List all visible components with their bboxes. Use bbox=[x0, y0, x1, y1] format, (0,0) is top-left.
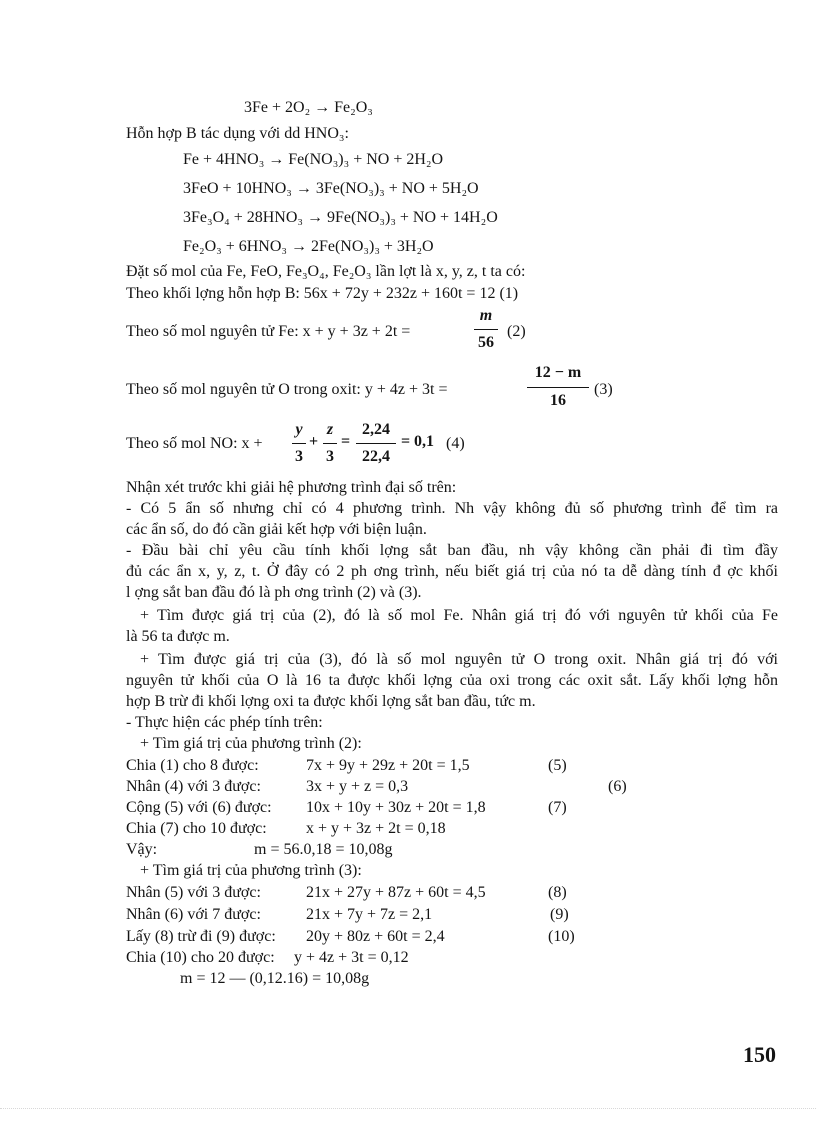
fraction-bar bbox=[474, 329, 498, 330]
step-label: Chia (10) cho 20 được: bbox=[126, 949, 275, 966]
text-line: đủ các ẩn x, y, z, t. Ở đây có 2 ph ơng trình, nếu biết giá trị của nó ta dễ dàng tính đ ợc khối bbox=[126, 563, 778, 580]
equation-4-text: Theo số mol NO: x + bbox=[126, 435, 263, 452]
fraction-numerator: y bbox=[295, 421, 303, 438]
equals-sign: = bbox=[341, 433, 351, 450]
equation-fe3o4-hno3: 3Fe₃O₄ + 28HNO₃ → 9Fe(NO₃)₃ + NO + 14H₂O bbox=[183, 209, 498, 226]
step-equation: m = 56.0,18 = 10,08g bbox=[254, 841, 393, 858]
fraction-bar bbox=[292, 443, 306, 444]
step-equation: 7x + 9y + 29z + 20t = 1,5 bbox=[306, 757, 470, 774]
text-line: + Tìm giá trị của phương trình (2): bbox=[140, 735, 362, 752]
step-equation: y + 4z + 3t = 0,12 bbox=[294, 949, 409, 966]
step-equation: x + y + 3z + 2t = 0,18 bbox=[306, 820, 446, 837]
fraction-numerator: m bbox=[479, 307, 493, 324]
step-label: Chia (7) cho 10 được: bbox=[126, 820, 267, 837]
text-line: Đặt số mol của Fe, FeO, Fe₃O₄, Fe₂O₃ lần lợt là x, y, z, t ta có: bbox=[126, 263, 526, 280]
equation-label: (4) bbox=[446, 435, 465, 452]
fraction-denominator: 22,4 bbox=[362, 448, 390, 465]
step-label: Nhân (6) với 7 được: bbox=[126, 906, 261, 923]
equation-label: (8) bbox=[548, 884, 567, 901]
fraction-denominator: 16 bbox=[550, 392, 566, 409]
text-line: - Thực hiện các phép tính trên: bbox=[126, 714, 323, 731]
step-label: Vậy: bbox=[126, 841, 158, 858]
fraction-bar bbox=[323, 443, 337, 444]
text-line: Hỗn hợp B tác dụng với dd HNO₃: bbox=[126, 125, 349, 142]
plus-sign: + bbox=[309, 433, 319, 450]
result-value: 0,1 bbox=[414, 433, 434, 450]
step-label: Nhân (5) với 3 được: bbox=[126, 884, 261, 901]
text-line: - Đầu bài chỉ yêu cầu tính khối lợng sắt ban đầu, nh vậy không cần phải đi tìm đầy bbox=[126, 542, 778, 559]
step-label: Lấy (8) trừ đi (9) được: bbox=[126, 928, 276, 945]
step-equation: 3x + y + z = 0,3 bbox=[306, 778, 409, 795]
fraction-denominator: 3 bbox=[326, 448, 334, 465]
equation-3-text: Theo số mol nguyên tử O trong oxit: y + 4z + 3t = bbox=[126, 381, 448, 398]
fraction-denominator: 3 bbox=[295, 448, 303, 465]
text-line: + Tìm được giá trị của (3), đó là số mol nguyên tử O trong oxit. Nhân giá trị đó với bbox=[140, 651, 778, 668]
text-line: hợp B trừ đi khối lợng oxi ta được khối lợng sắt ban đầu, tức m. bbox=[126, 693, 536, 710]
final-result: m = 12 — (0,12.16) = 10,08g bbox=[180, 970, 370, 987]
text-line: là 56 ta được m. bbox=[126, 628, 230, 645]
equals-sign: = bbox=[401, 433, 411, 450]
step-equation: 21x + 27y + 87z + 60t = 4,5 bbox=[306, 884, 486, 901]
text-line: các ẩn số, do đó cần giải kết hợp với biện luận. bbox=[126, 521, 427, 538]
equation-label: (6) bbox=[608, 778, 627, 795]
fraction-bar bbox=[356, 443, 396, 444]
text-line: + Tìm giá trị của phương trình (3): bbox=[140, 862, 362, 879]
text-line: l ợng sắt ban đầu đó là ph ơng trình (2) và (3). bbox=[126, 584, 422, 601]
equation-label: (7) bbox=[548, 799, 567, 816]
equation-1: Theo khối lợng hỗn hợp B: 56x + 72y + 232z + 160t = 12 (1) bbox=[126, 285, 519, 302]
text-line: Nhận xét trước khi giải hệ phương trình đại số trên: bbox=[126, 479, 457, 496]
step-label: Chia (1) cho 8 được: bbox=[126, 757, 259, 774]
step-equation: 20y + 80z + 60t = 2,4 bbox=[306, 928, 445, 945]
text-line: nguyên tử khối của O là 16 ta được khối lợng của oxi trong các oxit sắt. Lấy khối lợng hỗn bbox=[126, 672, 778, 689]
text-line: - Có 5 ẩn số nhưng chỉ có 4 phương trình. Nh vậy không đủ số phương trình để tìm ra bbox=[126, 500, 778, 517]
equation-label: (5) bbox=[548, 757, 567, 774]
step-label: Cộng (5) với (6) được: bbox=[126, 799, 272, 816]
fraction-numerator: 12 − m bbox=[534, 364, 582, 381]
equation-fe-o2: 3Fe + 2O₂ → Fe₂O₃ bbox=[244, 99, 373, 116]
equation-fe2o3-hno3: Fe₂O₃ + 6HNO₃ → 2Fe(NO₃)₃ + 3H₂O bbox=[183, 238, 434, 255]
text-line: + Tìm được giá trị của (2), đó là số mol Fe. Nhân giá trị đó với nguyên tử khối của Fe bbox=[140, 607, 778, 624]
equation-2-text: Theo số mol nguyên tử Fe: x + y + 3z + 2t = bbox=[126, 323, 411, 340]
equation-label: (2) bbox=[507, 323, 526, 340]
equation-label: (10) bbox=[548, 928, 575, 945]
step-equation: 10x + 10y + 30z + 20t = 1,8 bbox=[306, 799, 486, 816]
fraction-bar bbox=[527, 387, 589, 388]
page-number: 150 bbox=[743, 1042, 776, 1067]
equation-label: (9) bbox=[550, 906, 569, 923]
step-label: Nhân (4) với 3 được: bbox=[126, 778, 261, 795]
equation-label: (3) bbox=[594, 381, 613, 398]
equation-feo-hno3: 3FeO + 10HNO₃ → 3Fe(NO₃)₃ + NO + 5H₂O bbox=[183, 180, 479, 197]
equation-fe-hno3: Fe + 4HNO₃ → Fe(NO₃)₃ + NO + 2H₂O bbox=[183, 151, 444, 168]
scan-edge-divider bbox=[0, 1108, 816, 1109]
fraction-numerator: z bbox=[326, 421, 334, 438]
step-equation: 21x + 7y + 7z = 2,1 bbox=[306, 906, 433, 923]
fraction-numerator: 2,24 bbox=[362, 421, 390, 438]
fraction-denominator: 56 bbox=[478, 334, 494, 351]
